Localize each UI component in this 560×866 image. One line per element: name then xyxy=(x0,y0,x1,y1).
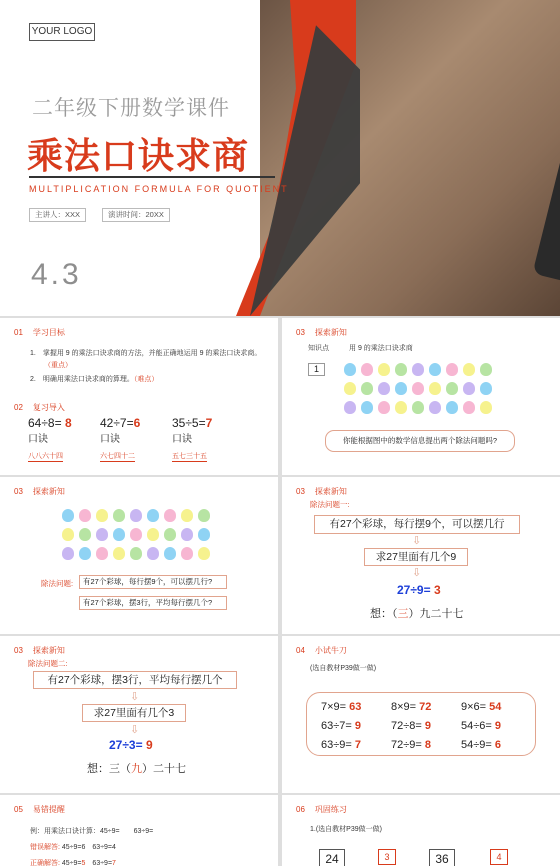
balloon-icon xyxy=(96,509,108,522)
balloon-icon xyxy=(412,363,424,376)
problem-label: 除法问题二: xyxy=(28,659,68,668)
speaker-box: 主讲人：XXX xyxy=(29,208,86,222)
section-header: 03 探索新知 xyxy=(14,487,65,496)
cover-title: 乘法口诀求商 xyxy=(27,135,250,176)
section-header: 01 学习目标 xyxy=(14,328,65,337)
balloon-icon xyxy=(147,547,159,560)
balloon-icon xyxy=(164,509,176,522)
section-header-review: 02 复习导入 xyxy=(14,403,65,412)
balloon-icon xyxy=(480,401,492,414)
down-arrow-icon: ⇩ xyxy=(130,691,140,703)
balloon-icon xyxy=(62,547,74,560)
right-answer: 正确解答: 45÷9=5 63÷9=7 xyxy=(30,860,116,866)
think-line: 想：三（九）二十七 xyxy=(87,763,186,775)
slide-learning-goals xyxy=(0,318,278,475)
slide-explore-4 xyxy=(0,636,278,793)
source-note: 1.(选自教材P39做一做) xyxy=(310,826,382,833)
balloon-icon xyxy=(412,382,424,395)
balloon-icon xyxy=(344,382,356,395)
balloon-icon xyxy=(378,363,390,376)
question-bubble: 你能根据图中的数学信息提出两个除法问题吗? xyxy=(325,430,515,452)
review-item: 64÷8= 8 口诀 八八六十四 xyxy=(28,416,72,460)
balloon-icon xyxy=(181,528,193,541)
balloon-icon xyxy=(429,363,441,376)
section-header: 03 探索新知 xyxy=(14,646,65,655)
balloon-icon xyxy=(463,382,475,395)
answer-cell: 3 xyxy=(378,849,396,865)
balloon-icon xyxy=(344,363,356,376)
number-cell: 36 xyxy=(429,849,455,866)
balloon-icon xyxy=(181,509,193,522)
balloon-icon xyxy=(147,509,159,522)
balloon-icon xyxy=(463,401,475,414)
slide-explore-3 xyxy=(282,477,560,634)
slide-mistakes xyxy=(0,795,278,866)
balloon-icon xyxy=(79,509,91,522)
section-header: 03 探索新知 xyxy=(296,328,347,337)
equation: 27÷3= 9 xyxy=(109,738,153,752)
balloon-icon xyxy=(130,509,142,522)
number-badge: 1 xyxy=(308,363,325,376)
balloon-icon xyxy=(378,401,390,414)
balloon-icon xyxy=(130,528,142,541)
cover-subtitle: 二年级下册数学课件 xyxy=(32,97,230,120)
balloon-icon xyxy=(378,382,390,395)
balloon-icon xyxy=(198,509,210,522)
section-header: 04 小试牛刀 xyxy=(296,646,347,655)
example-text: 例：用乘法口诀计算：45÷9= 63÷9= xyxy=(30,828,154,835)
problem-label: 除法问题一: xyxy=(310,500,350,509)
balloon-icon xyxy=(113,509,125,522)
down-arrow-icon: ⇩ xyxy=(130,724,140,736)
exercise-item: 54÷9= 6 xyxy=(461,739,502,751)
balloon-icon xyxy=(446,363,458,376)
problem-box: 有27个彩球，每行摆9个，可以摆几行 xyxy=(314,515,520,534)
time-box: 演讲时间：20XX xyxy=(102,208,170,222)
balloon-icon xyxy=(395,401,407,414)
balloon-icon xyxy=(113,528,125,541)
balloon-grid xyxy=(62,509,222,565)
slide-explore-2 xyxy=(0,477,278,634)
down-arrow-icon: ⇩ xyxy=(412,535,422,547)
question-1-box: 有27个彩球，每行摆9个，可以摆几行? xyxy=(79,575,227,589)
balloon-icon xyxy=(164,547,176,560)
balloon-icon xyxy=(480,363,492,376)
step-box: 求27里面有几个9 xyxy=(364,548,468,566)
division-label: 除法问题: xyxy=(41,579,74,588)
balloon-icon xyxy=(181,547,193,560)
number-cell: 24 xyxy=(319,849,345,866)
exercise-item: 7×9= 63 xyxy=(321,701,362,713)
balloon-icon xyxy=(361,363,373,376)
balloon-icon xyxy=(79,528,91,541)
knowledge-point: 知识点 用 9 的乘法口诀求商 xyxy=(308,345,413,352)
balloon-icon xyxy=(344,401,356,414)
balloon-icon xyxy=(147,528,159,541)
balloon-icon xyxy=(480,382,492,395)
exercise-grid xyxy=(321,698,531,755)
section-header: 05 易错提醒 xyxy=(14,805,65,814)
goal-1: 1. 掌握用 9 的乘法口诀求商的方法，并能正确地运用 9 的乘法口诀求商。 （重点） xyxy=(30,350,262,369)
exercise-item: 72÷9= 8 xyxy=(391,739,432,751)
balloon-grid xyxy=(344,363,504,419)
exercise-item: 63÷9= 7 xyxy=(321,739,362,751)
balloon-icon xyxy=(198,547,210,560)
balloon-icon xyxy=(463,363,475,376)
question-2-box: 有27个彩球，摆3行，平均每行摆几个? xyxy=(79,596,227,610)
answer-cell: 4 xyxy=(490,849,508,865)
balloon-icon xyxy=(429,382,441,395)
exercise-item: 8×9= 72 xyxy=(391,701,432,713)
exercise-panel xyxy=(306,692,536,756)
section-header: 03 探索新知 xyxy=(296,487,347,496)
slide-consolidate xyxy=(282,795,560,866)
balloon-icon xyxy=(361,401,373,414)
step-box: 求27里面有几个3 xyxy=(82,704,186,722)
balloon-icon xyxy=(113,547,125,560)
problem-box: 有27个彩球，摆3行，平均每行摆几个 xyxy=(33,671,237,689)
goal-2: 2. 明确用乘法口诀求商的算理。（难点） xyxy=(30,376,159,383)
cover-english-title: MULTIPLICATION FORMULA FOR QUOTIENT xyxy=(29,184,289,194)
lesson-number: 4.3 xyxy=(31,258,82,291)
balloon-icon xyxy=(395,382,407,395)
section-header: 06 巩固练习 xyxy=(296,805,347,814)
balloon-icon xyxy=(198,528,210,541)
logo-box: YOUR LOGO xyxy=(29,23,95,41)
balloon-icon xyxy=(446,382,458,395)
balloon-icon xyxy=(395,363,407,376)
exercise-item: 9×6= 54 xyxy=(461,701,502,713)
equation: 27÷9= 3 xyxy=(397,583,441,597)
think-line: 想：（三）九二十七 xyxy=(370,608,464,620)
exercise-item: 54÷6= 9 xyxy=(461,720,502,732)
balloon-icon xyxy=(96,528,108,541)
source-note: (选自教材P39做一做) xyxy=(310,665,377,672)
exercise-item: 63÷7= 9 xyxy=(321,720,362,732)
balloon-icon xyxy=(164,528,176,541)
balloon-icon xyxy=(446,401,458,414)
balloon-icon xyxy=(62,528,74,541)
cover-slide xyxy=(0,0,560,316)
exercise-item: 72÷8= 9 xyxy=(391,720,432,732)
slide-practice xyxy=(282,636,560,793)
balloon-icon xyxy=(361,382,373,395)
title-underline xyxy=(29,176,275,178)
balloon-icon xyxy=(412,401,424,414)
balloon-icon xyxy=(79,547,91,560)
balloon-icon xyxy=(62,509,74,522)
wrong-answer: 错误解答: 45÷9=6 63÷9=4 xyxy=(30,844,116,851)
review-item: 35÷5=7 口诀 五七三十五 xyxy=(172,416,213,460)
review-item: 42÷7=6 口诀 六七四十二 xyxy=(100,416,141,460)
calculator xyxy=(532,0,560,316)
balloon-icon xyxy=(130,547,142,560)
balloon-icon xyxy=(96,547,108,560)
slide-explore-1 xyxy=(282,318,560,475)
down-arrow-icon: ⇩ xyxy=(412,567,422,579)
balloon-icon xyxy=(429,401,441,414)
